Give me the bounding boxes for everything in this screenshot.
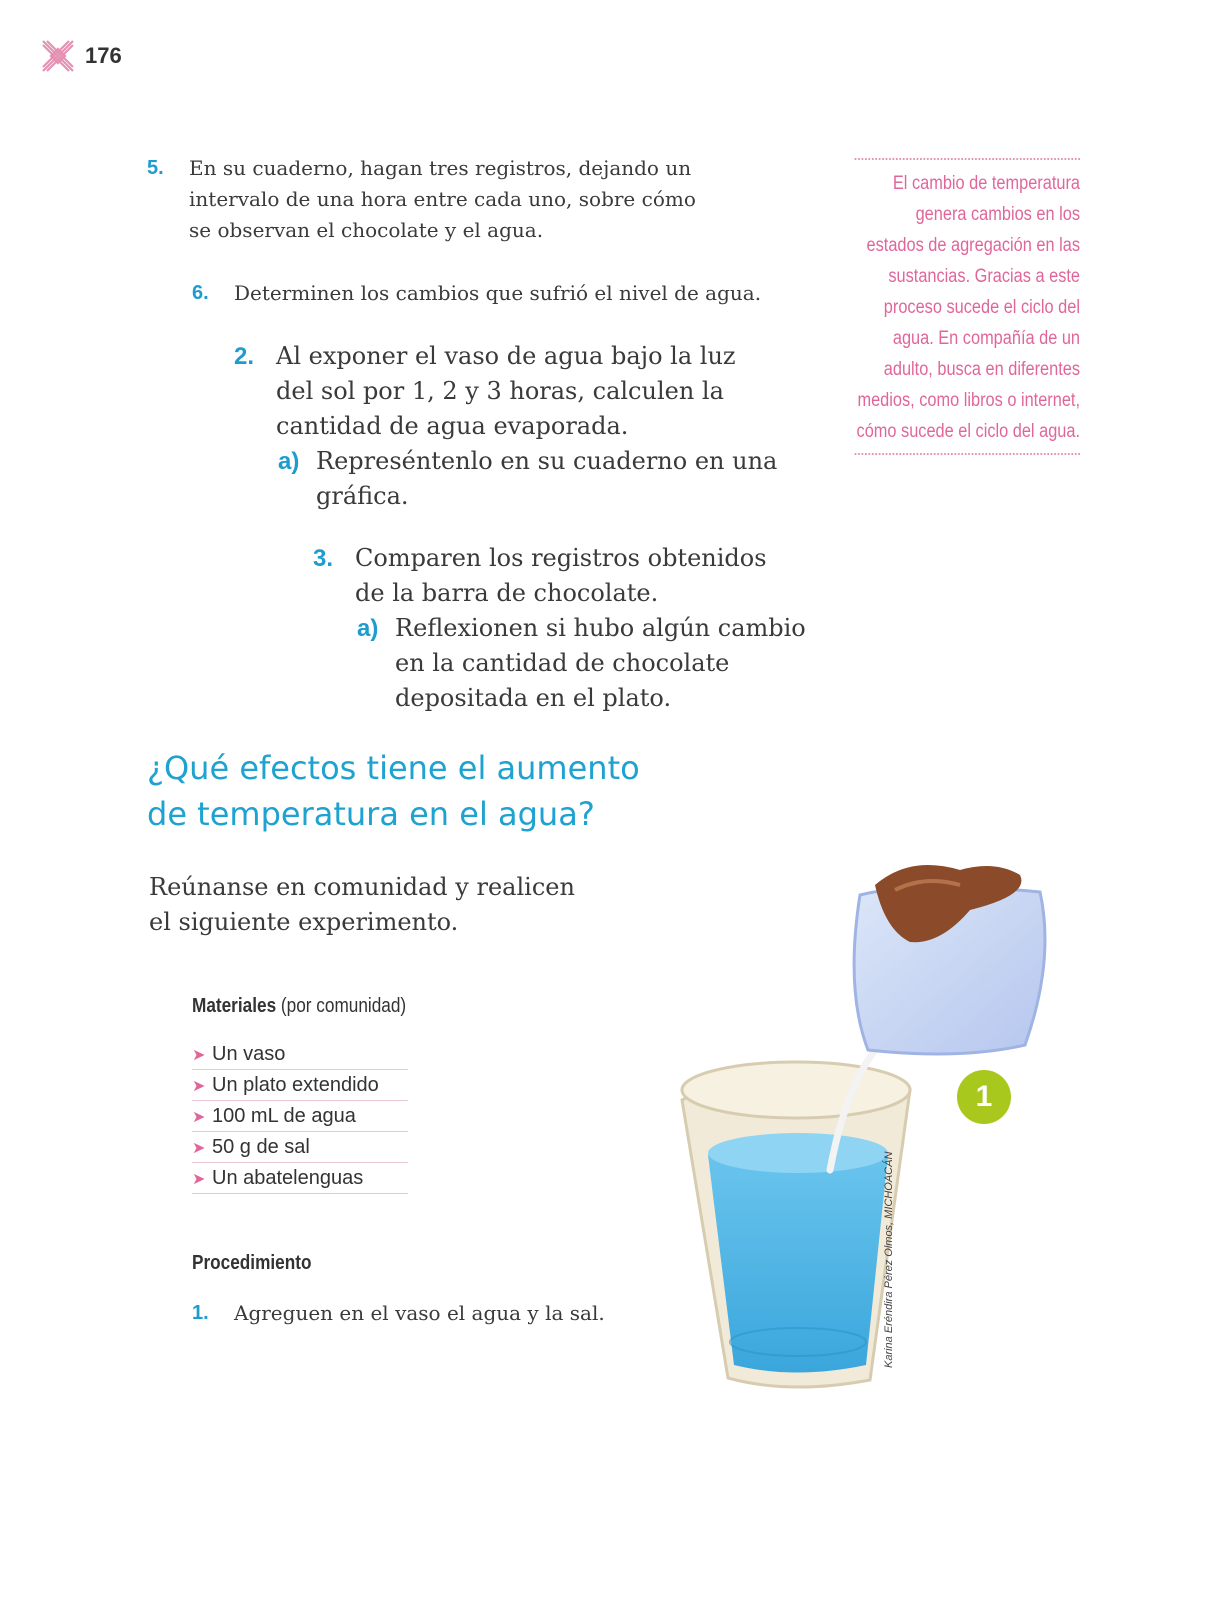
arrow-bullet-icon: ➤ [192, 1044, 206, 1064]
list-item [192, 1163, 408, 1194]
materials-list [192, 1039, 408, 1194]
section-title-line: ¿Qué efectos tiene el aumento [147, 749, 640, 787]
pink-cross-ornament-icon [40, 38, 76, 74]
section-title [147, 745, 707, 837]
page-number: 176 [85, 43, 122, 68]
step-badge: 1 [975, 1080, 993, 1113]
intro-line: Reúnanse en comunidad y realicen [149, 873, 575, 901]
side-note: El cambio de temperatura genera cambios en los estados de agregación en las sustancias. Gracias a este proceso sucede el ciclo del agua. En compañía de un adulto, busca en diferentes medios, como libros o internet, cómo sucede el ciclo del agua. [855, 158, 1080, 455]
step-number: 6. [192, 282, 209, 304]
list-item-text: 50 g de sal [212, 1135, 310, 1158]
section-title-line: de temperatura en el agua? [147, 795, 595, 833]
experiment-illustration [670, 850, 1070, 1400]
arrow-bullet-icon: ➤ [192, 1106, 206, 1126]
substep-text: Represéntenlo en su cuaderno en una gráfica. [316, 447, 778, 510]
step-3 [313, 541, 833, 716]
materials-title [192, 995, 406, 1018]
step-text: Al exponer el vaso de agua bajo la luz del sol por 1, 2 y 3 horas, calculen la cantidad de agua evaporada. [276, 342, 736, 440]
arrow-bullet-icon: ➤ [192, 1075, 206, 1095]
step-text: En su cuaderno, hagan tres registros, dejando un intervalo de una hora entre cada uno, sobre cómo se observan el chocolate y el agua. [189, 156, 696, 242]
list-item [192, 1039, 408, 1070]
step-5 [147, 153, 707, 246]
step-text: Determinen los cambios que sufrió el nivel de agua. [234, 281, 762, 305]
step-text: Agreguen en el vaso el agua y la sal. [234, 1301, 605, 1325]
step-text: Comparen los registros obtenidos de la barra de chocolate. [355, 544, 767, 607]
list-item-text: 100 mL de agua [212, 1104, 356, 1127]
materials-title-bold: Materiales [192, 995, 277, 1017]
procedure-step-1 [192, 1298, 652, 1329]
step-6 [192, 278, 812, 309]
list-item-text: Un vaso [212, 1042, 286, 1065]
intro-line: el siguiente experimento. [149, 908, 459, 936]
section-intro [149, 870, 649, 940]
materials-title-note: (por comunidad) [276, 995, 407, 1017]
list-item [192, 1132, 408, 1163]
substep-text: Reflexionen si hubo algún cambio en la cantidad de chocolate depositada en el plato. [395, 614, 806, 712]
illustration-credit: Karina Eréndira Pérez Olmos, MICHOACÁN [883, 1151, 895, 1368]
list-item-text: Un abatelenguas [212, 1166, 364, 1189]
step-number: 3. [313, 545, 334, 572]
step-number: 2. [234, 343, 255, 370]
arrow-bullet-icon: ➤ [192, 1168, 206, 1188]
step-2 [234, 339, 794, 514]
procedure-title: Procedimiento [192, 1252, 312, 1274]
substep-label: a) [357, 615, 379, 642]
step-number: 5. [147, 157, 164, 179]
list-item [192, 1070, 408, 1101]
substep-label: a) [278, 448, 300, 475]
step-number: 1. [192, 1302, 209, 1324]
list-item-text: Un plato extendido [212, 1073, 379, 1096]
list-item [192, 1101, 408, 1132]
arrow-bullet-icon: ➤ [192, 1137, 206, 1157]
